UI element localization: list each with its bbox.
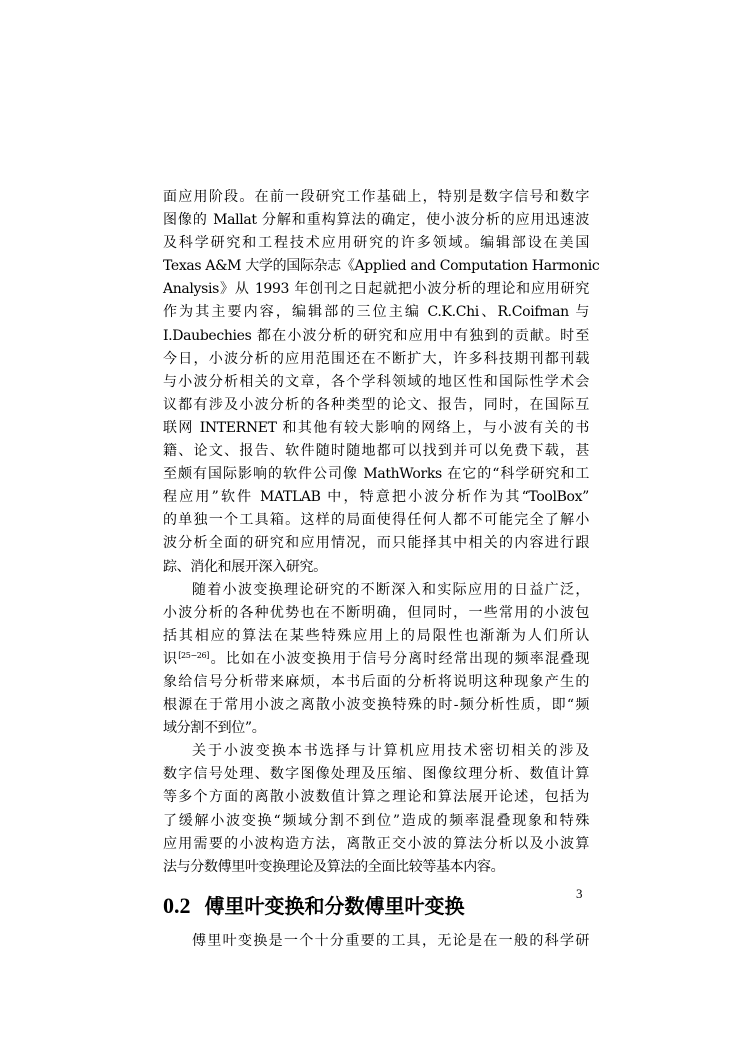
text-line: 了缓解小波变换“频域分割不到位”造成的频率混叠现象和特殊	[163, 812, 589, 829]
text-line: 作为其主要内容，编辑部的三位主编 C.K.Chi、R.Coifman 与	[163, 304, 589, 321]
text-line: 及科学研究和工程技术应用研究的许多领域。编辑部设在美国	[163, 235, 589, 252]
section-heading	[163, 888, 589, 924]
text-line: 等多个方面的离散小波数值计算之理论和算法展开论述，包括为	[163, 789, 589, 806]
text-line: 今日，小波分析的应用范围还在不断扩大，许多科技期刊都刊载	[163, 350, 589, 367]
text-line: 括其相应的算法在某些特殊应用上的局限性也渐渐为人们所认	[163, 627, 589, 644]
text-line-with-citation	[163, 648, 589, 671]
text-line: I.Daubechies 都在小波分析的研究和应用中有独到的贡献。时至	[163, 327, 589, 344]
citation-reference: [25−26]	[178, 650, 210, 660]
text-line: 议都有涉及小波分析的各种类型的论文、报告，同时，在国际互	[163, 396, 589, 413]
text-line: 随着小波变换理论研究的不断深入和实际应用的日益广泛，	[192, 581, 589, 598]
text-line: 程应用”软件 MATLAB 中，特意把小波分析作为其“ToolBox”	[163, 489, 589, 506]
page-body	[163, 186, 600, 953]
text-line: 踪、消化和展开深入研究。	[163, 558, 327, 575]
text-fragment: 。比如在小波变换用于信号分离时经常出现的频率混叠现	[209, 650, 589, 667]
text-line: 象给信号分析带来麻烦，本书后面的分析将说明这种现象产生的	[163, 673, 589, 690]
text-line: 关于小波变换本书选择与计算机应用技术密切相关的涉及	[192, 743, 589, 760]
paragraph-1	[163, 186, 600, 579]
section-number: 0.2	[163, 892, 191, 918]
text-line: 小波分析的各种优势也在不断明确，但同时，一些常用的小波包	[163, 604, 589, 621]
text-line: 图像的 Mallat 分解和重构算法的确定，使小波分析的应用迅速波	[163, 212, 589, 229]
text-line: 联网 INTERNET 和其他有较大影响的网络上，与小波有关的书	[163, 419, 589, 436]
paragraph-2	[163, 579, 589, 741]
text-fragment: 识	[163, 650, 179, 667]
text-line: 根源在于常用小波之离散小波变换特殊的时-频分析性质，即“频	[163, 697, 589, 714]
text-line: Texas A&M 大学的国际杂志《Applied and Computation Harmonic	[163, 258, 600, 275]
text-line: 至颇有国际影响的软件公司像 MathWorks 在它的“科学研究和工	[163, 466, 589, 483]
text-line: 域分割不到位”。	[163, 720, 266, 737]
page-number: 3	[576, 886, 583, 901]
text-line: 数字信号处理、数字图像处理及压缩、图像纹理分析、数值计算	[163, 766, 589, 783]
text-line: 法与分数傅里叶变换理论及算法的全面比较等基本内容。	[163, 858, 505, 875]
text-line: 与小波分析相关的文章，各个学科领域的地区性和国际性学术会	[163, 373, 589, 390]
text-line: 的单独一个工具箱。这样的局面使得任何人都不可能完全了解小	[163, 512, 589, 529]
text-line: 应用需要的小波构造方法，离散正交小波的算法分析以及小波算	[163, 835, 589, 852]
text-line: 籍、论文、报告、软件随时随地都可以找到并可以免费下载，甚	[163, 443, 589, 460]
text-line: 波分析全面的研究和应用情况，而只能择其中相关的内容进行跟	[163, 535, 589, 552]
text-line: 面应用阶段。在前一段研究工作基础上，特别是数字信号和数字	[163, 189, 589, 205]
paragraph-3	[163, 740, 589, 879]
text-line: Analysis》从 1993 年创刊之日起就把小波分析的理论和应用研究	[163, 281, 589, 298]
section-title: 傅里叶变换和分数傅里叶变换	[204, 893, 465, 918]
text-line: 傅里叶变换是一个十分重要的工具，无论是在一般的科学研	[192, 932, 589, 949]
section-paragraph	[163, 930, 589, 953]
